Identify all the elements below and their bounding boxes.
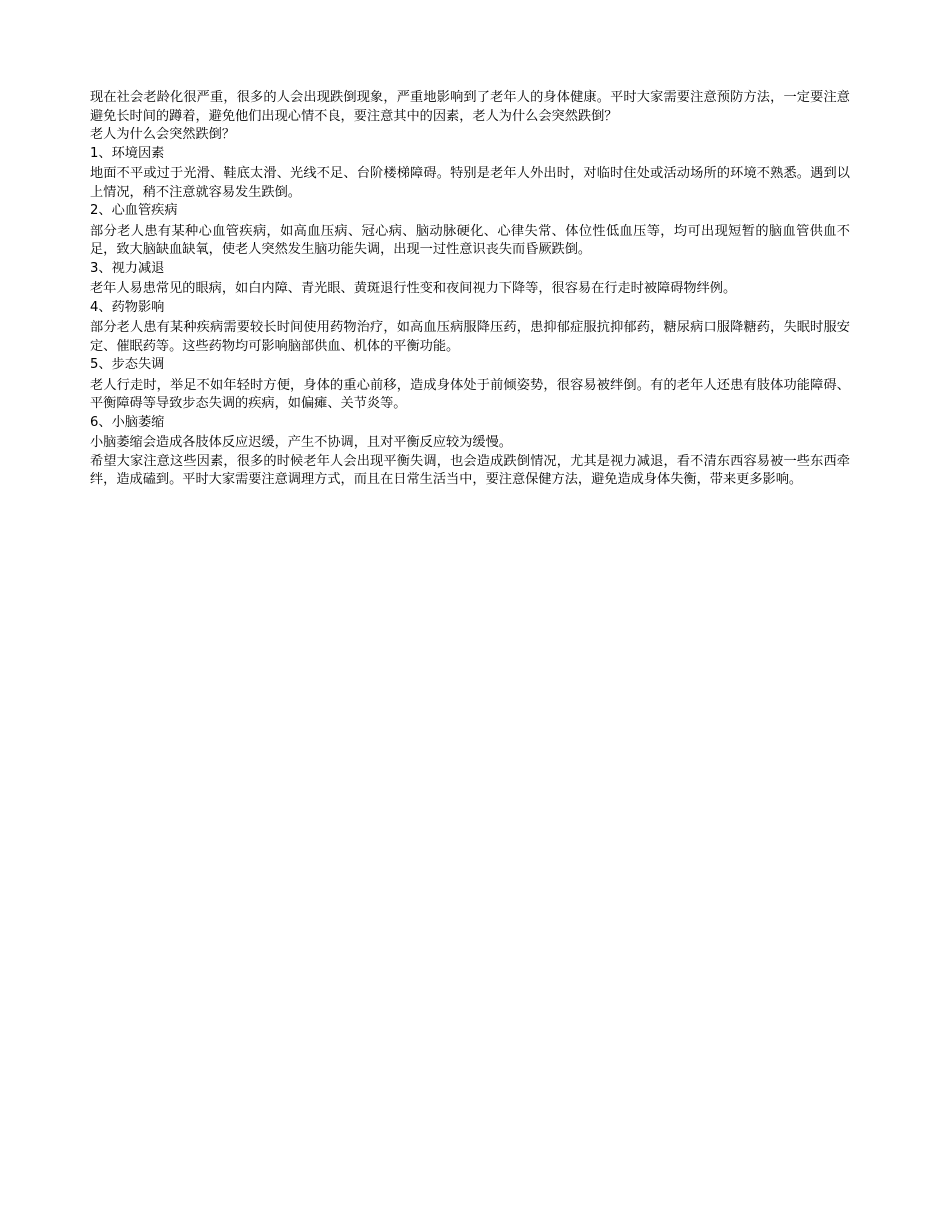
question-line: 老人为什么会突然跌倒？ — [90, 127, 236, 142]
section-body-gait: 老人行走时，举足不如年轻时方便，身体的重心前移，造成身体处于前倾姿势，很容易被绊倒。有的老年人还患有肢体功能障碍、平衡障碍等导致步态失调的疾病，如偏瘫、关节炎等。 — [90, 377, 850, 411]
section-heading-cerebellum: 6、小脑萎缩 — [90, 414, 165, 430]
section-body-cardiovascular: 部分老人患有某种心血管疾病，如高血压病、冠心病、脑动脉硬化、心律失常、体位性低血压等，均可出现短暂的脑血管供血不足，致大脑缺血缺氧，使老人突然发生脑功能失调，出现一过性意识丧失而昏厥跌倒。 — [90, 223, 850, 257]
article — [90, 89, 850, 490]
section-body-environment: 地面不平或过于光滑、鞋底太滑、光线不足、台阶楼梯障碍。特别是老年人外出时，对临时住处或活动场所的环境不熟悉。遇到以上情况，稍不注意就容易发生跌倒。 — [90, 166, 850, 200]
section-heading-gait: 5、步态失调 — [90, 357, 165, 372]
section-heading-environment: 1、环境因素 — [90, 145, 165, 161]
intro-paragraph: 现在社会老龄化很严重，很多的人会出现跌倒现象，严重地影响到了老年人的身体健康。平时大家需要注意预防方法，一定要注意避免长时间的蹲着，避免他们出现心情不良，要注意其中的因素，老人为什么会突然跌倒？ — [90, 90, 850, 124]
section-heading-medication: 4、药物影响 — [90, 299, 165, 315]
section-heading-cardiovascular: 2、心血管疾病 — [90, 203, 178, 218]
section-body-medication: 部分老人患有某种疾病需要较长时间使用药物治疗，如高血压病服降压药，患抑郁症服抗抑郁药，糖尿病口服降糖药，失眠时服安定、催眠药等。这些药物均可影响脑部供血、机体的平衡功能。 — [90, 320, 850, 354]
section-heading-vision: 3、视力减退 — [90, 260, 165, 276]
conclusion-paragraph: 希望大家注意这些因素，很多的时候老年人会出现平衡失调，也会造成跌倒情况，尤其是视力减退，看不清东西容易被一些东西牵绊，造成磕到。平时大家需要注意调理方式，而且在日常生活当中，要注意保健方法，避免造成身体失衡，带来更多影响。 — [90, 453, 850, 487]
section-body-vision: 老年人易患常见的眼病，如白内障、青光眼、黄斑退行性变和夜间视力下降等，很容易在行走时被障碍物绊例。 — [90, 281, 737, 296]
section-body-cerebellum: 小脑萎缩会造成各肢体反应迟缓，产生不协调，且对平衡反应较为缓慢。 — [90, 435, 512, 450]
